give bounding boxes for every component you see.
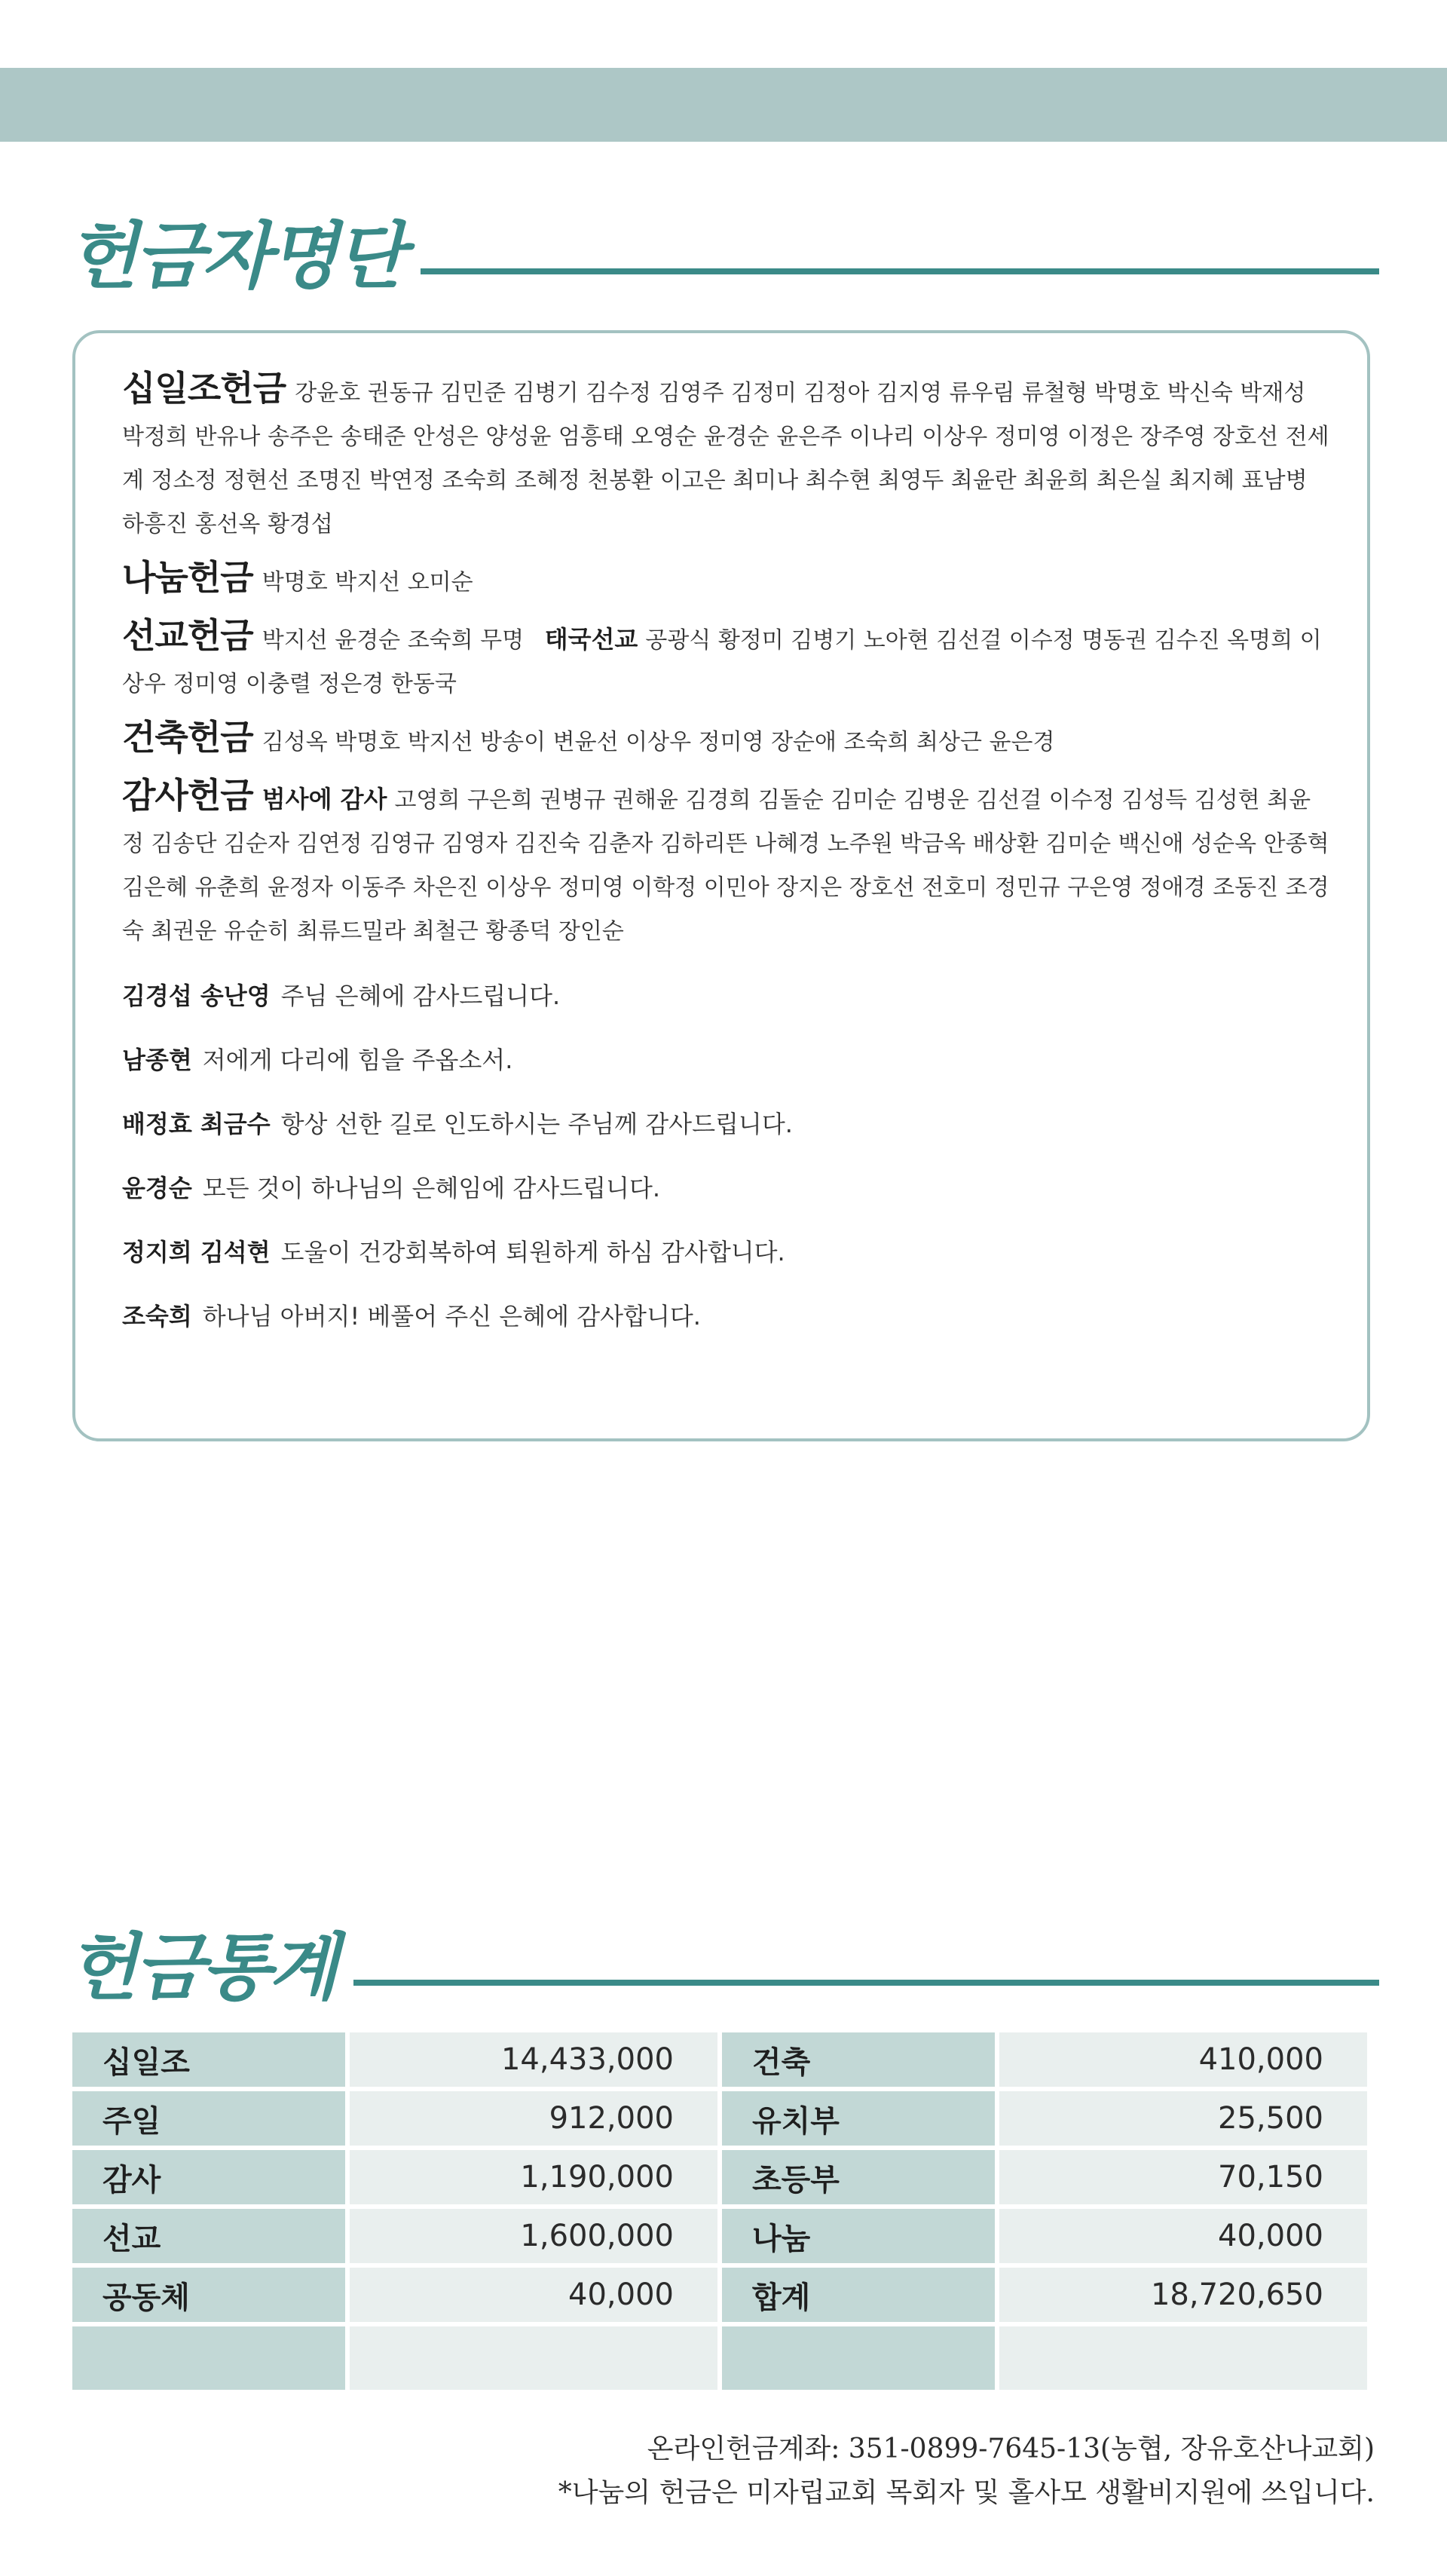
thanks-message [122,964,1329,1028]
message-text: 하나님 아버지! 베풀어 주신 은혜에 감사합니다. [202,1302,701,1331]
table-row [72,2209,1367,2263]
sharing-offering [122,556,1329,605]
stats-value: 1,190,000 [350,2150,717,2204]
message-names: 윤경순 [122,1174,192,1202]
title-rule [421,268,1379,274]
thailand-mission-label: 태국선교 [544,625,638,654]
stats-value: 40,000 [999,2209,1367,2263]
message-names: 조숙희 [122,1302,192,1331]
stats-key: 감사 [72,2150,345,2204]
message-names: 배정효 최금수 [122,1110,271,1138]
table-row [72,2091,1367,2146]
title-rule [353,1980,1379,1986]
mission-offering [122,614,1329,706]
donor-list-box [72,330,1370,1441]
stats-value: 14,433,000 [350,2032,717,2087]
tithe-names: 강윤호 권동규 김민준 김병기 김수정 김영주 김정미 김정아 김지영 류우림 류철형 박명호 박신숙 박재성 박정희 반유나 송주은 송태준 안성은 양성윤 엄흥태 오영순 윤경순 윤은주 이나리 이상우 정미영 이정은 장주영 장호선 전세계 정소정 정현선 조명진 박연정 조숙희 조혜정 천봉환 이고은 최미나 최수현 최영두 최윤란 최윤희 최은실 최지혜 표남병 하흥진 홍선옥 황경섭 [122,380,1329,538]
thanks-message [122,1221,1329,1285]
table-row [72,2032,1367,2087]
message-names: 김경섭 송난영 [122,982,271,1010]
stats-key: 십일조 [72,2032,345,2087]
thailand-mission-names: 공광식 황정미 김병기 노아현 김선걸 이수정 명동권 김수진 옥명희 이상우 정미영 이충렬 정은경 한동국 [122,627,1322,697]
table-row [72,2268,1367,2322]
stats-key: 유치부 [722,2091,995,2146]
stats-key: 나눔 [722,2209,995,2263]
message-names: 남종현 [122,1046,192,1074]
building-label: 건축헌금 [122,717,253,758]
offering-stats-header [68,1925,1379,2010]
thanks-message [122,1092,1329,1156]
message-text: 저에게 다리에 힘을 주옵소서. [202,1046,513,1074]
tithe-offering [122,366,1329,547]
sharing-offering-note: *나눔의 헌금은 미자립교회 목회자 및 홀사모 생활비지원에 쓰입니다. [558,2477,1375,2508]
message-text: 주님 은혜에 감사드립니다. [280,982,561,1010]
thanks-message [122,1028,1329,1092]
stats-key: 선교 [72,2209,345,2263]
stats-value: 18,720,650 [999,2268,1367,2322]
stats-key-empty [72,2326,345,2390]
stats-key: 건축 [722,2032,995,2087]
thanks-names: 고영희 구은희 권병규 권해윤 김경희 김돌순 김미순 김병운 김선걸 이수정 김성득 김성현 최윤정 김송단 김순자 김연정 김영규 김영자 김진숙 김춘자 김하리뜬 나혜경 노주원 박금옥 배상환 김미순 백신애 성순옥 안종혁 김은혜 유춘희 윤정자 이동주 차은진 이상우 정미영 이학정 이민아 장지은 장호선 전호미 정민규 구은영 정애경 조동진 조경숙 최권운 유순히 최류드밀라 최철근 황종덕 장인순 [122,787,1329,945]
stats-value-empty [999,2326,1367,2390]
message-text: 도울이 건강회복하여 퇴원하게 하심 감사합니다. [280,1238,785,1267]
stats-value: 25,500 [999,2091,1367,2146]
tithe-label: 십일조헌금 [122,368,286,409]
donor-list-header [68,214,1379,299]
stats-key: 공동체 [72,2268,345,2322]
mission-label: 선교헌금 [122,615,253,656]
message-text: 모든 것이 하나님의 은혜임에 감사드립니다. [202,1174,661,1202]
stats-key: 주일 [72,2091,345,2146]
stats-value: 1,600,000 [350,2209,717,2263]
building-offering [122,715,1329,764]
table-row-empty [72,2326,1367,2390]
online-account-note: 온라인헌금계좌: 351-0899-7645-13(농협, 장유호산나교회) [647,2434,1375,2464]
building-names: 김성옥 박명호 박지선 방송이 변윤선 이상우 정미영 장순애 조숙희 최상근 윤은경 [262,729,1055,755]
message-names: 정지희 김석현 [122,1238,271,1267]
mission-names: 박지선 윤경순 조숙희 무명 [262,627,525,654]
thanks-messages [122,964,1329,1349]
stats-key-empty [722,2326,995,2390]
sharing-names: 박명호 박지선 오미순 [262,569,473,596]
offering-stats-title: 헌금통계 [68,1925,335,2010]
offering-stats-table [68,2028,1372,2394]
thanks-sub-label: 범사에 감사 [262,785,387,813]
stats-value: 912,000 [350,2091,717,2146]
thanks-message [122,1156,1329,1221]
sharing-label: 나눔헌금 [122,557,253,598]
message-text: 항상 선한 길로 인도하시는 주님께 감사드립니다. [280,1110,793,1138]
donor-list-title: 헌금자명단 [68,214,402,299]
stats-value: 410,000 [999,2032,1367,2087]
top-banner [0,68,1447,142]
thanks-offering [122,773,1329,954]
stats-key: 초등부 [722,2150,995,2204]
stats-value: 40,000 [350,2268,717,2322]
thanks-label: 감사헌금 [122,775,253,816]
thanks-message [122,1285,1329,1349]
stats-value-empty [350,2326,717,2390]
stats-value: 70,150 [999,2150,1367,2204]
stats-key: 합계 [722,2268,995,2322]
table-row [72,2150,1367,2204]
